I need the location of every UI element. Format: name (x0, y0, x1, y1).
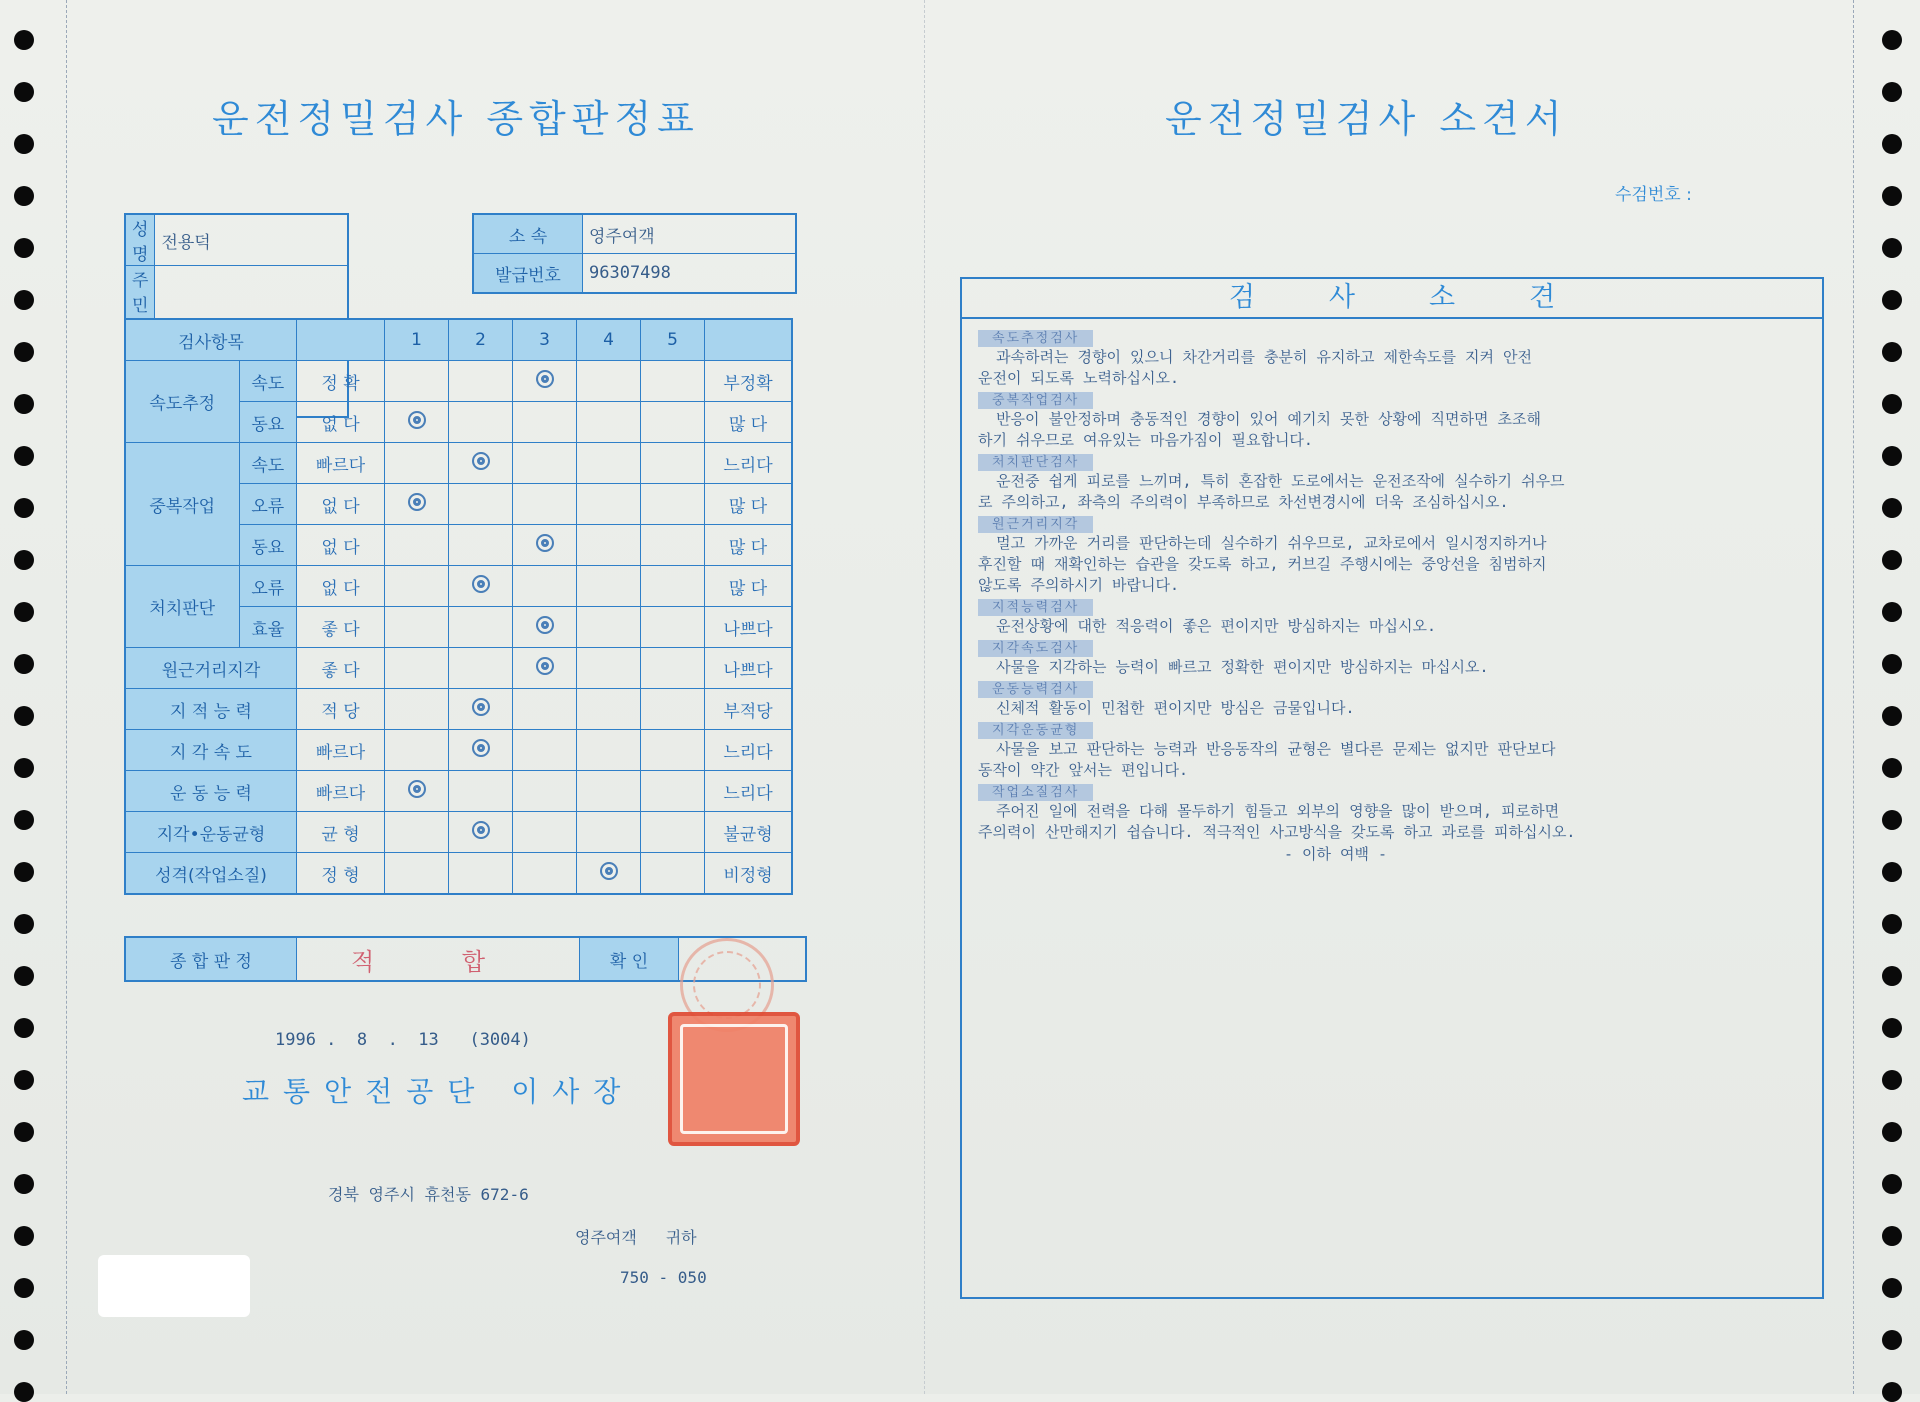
row-bad-label: 많 다 (705, 402, 793, 443)
table-row (125, 853, 792, 895)
feed-hole (1882, 446, 1902, 466)
feed-hole (14, 1070, 34, 1090)
feed-hole (1882, 1174, 1902, 1194)
row-subcategory: 동요 (239, 402, 296, 443)
feed-hole (14, 1122, 34, 1142)
score-cell-1 (385, 484, 449, 525)
table-row (125, 443, 792, 484)
feed-hole (1882, 1070, 1902, 1090)
score-cell-4 (577, 484, 641, 525)
feed-hole (1882, 394, 1902, 414)
score-cell-1 (385, 648, 449, 689)
row-category: 속도추정 (125, 361, 239, 443)
score-cell-5 (641, 566, 705, 607)
score-mark-icon (472, 575, 490, 593)
score-cell-5 (641, 361, 705, 402)
row-good-label: 없 다 (297, 402, 385, 443)
feed-hole (14, 1018, 34, 1038)
score-cell-2 (449, 689, 513, 730)
score-mark-icon (408, 493, 426, 511)
score-mark-icon (472, 739, 490, 757)
score-cell-3 (513, 361, 577, 402)
row-subcategory: 오류 (239, 484, 296, 525)
table-row (125, 689, 792, 730)
row-category: 성격(작업소질) (125, 853, 297, 895)
feed-hole (14, 1174, 34, 1194)
row-bad-label: 나쁘다 (705, 648, 793, 689)
score-mark-icon (472, 698, 490, 716)
feed-hole (1882, 862, 1902, 882)
section-label: 속도추정검사 (978, 330, 1093, 347)
feed-hole (14, 706, 34, 726)
row-good-label: 빠르다 (297, 730, 385, 771)
table-row (125, 566, 792, 607)
score-cell-3 (513, 607, 577, 648)
section-label: 지각운동균형 (978, 722, 1093, 739)
postal-code: 750 - 050 (620, 1268, 707, 1287)
feed-hole (14, 914, 34, 934)
test-results-table (124, 318, 793, 895)
score-cell-2 (449, 853, 513, 895)
row-category: 운 동 능 력 (125, 771, 297, 812)
feed-hole (14, 654, 34, 674)
row-bad-label: 비정형 (705, 853, 793, 895)
score-cell-4 (577, 525, 641, 566)
section-text: 사물을 지각하는 능력이 빠르고 정확한 편이지만 방심하지는 마십시오. (978, 658, 1489, 676)
feed-hole (1882, 1226, 1902, 1246)
right-feed-strip (1853, 0, 1920, 1394)
score-cell-4 (577, 607, 641, 648)
score-cell-3 (513, 484, 577, 525)
feed-hole (14, 602, 34, 622)
section-text: 신체적 활동이 민첩한 편이지만 방심은 금물입니다. (978, 699, 1355, 717)
name-label: 성 명 (125, 214, 155, 266)
feed-hole (1882, 758, 1902, 778)
end-of-text-note: - 이하 여백 - (1283, 845, 1388, 863)
score-cell-4 (577, 361, 641, 402)
feed-hole (1882, 810, 1902, 830)
issue-number-label: 발급번호 (473, 254, 583, 294)
row-bad-label: 많 다 (705, 484, 793, 525)
row-category: 처치판단 (125, 566, 239, 648)
left-feed-strip (0, 0, 67, 1394)
section-label: 원근거리지각 (978, 516, 1093, 533)
feed-hole (14, 966, 34, 986)
feed-hole (1882, 82, 1902, 102)
score-cell-4 (577, 853, 641, 895)
affiliation-info-table (472, 213, 797, 294)
feed-hole (1882, 914, 1902, 934)
score-mark-icon (536, 370, 554, 388)
score-mark-icon (408, 780, 426, 798)
score-mark-icon (536, 616, 554, 634)
score-cell-3 (513, 525, 577, 566)
score-cell-1 (385, 361, 449, 402)
score-cell-2 (449, 648, 513, 689)
row-good-label: 빠르다 (297, 771, 385, 812)
row-bad-label: 부적당 (705, 689, 793, 730)
score-mark-icon (600, 862, 618, 880)
feed-hole (1882, 290, 1902, 310)
section-text: 과속하려는 경향이 있으니 차간거리를 충분히 유지하고 제한속도를 지켜 안전 운전이 되도록 노력하십시오. (978, 348, 1532, 387)
row-bad-label: 느리다 (705, 771, 793, 812)
feed-hole (14, 810, 34, 830)
right-page-title: 운전정밀검사 소견서 (1165, 97, 1568, 141)
score-cell-1 (385, 689, 449, 730)
row-category: 중복작업 (125, 443, 239, 566)
score-cell-3 (513, 689, 577, 730)
row-good-label: 적 당 (297, 689, 385, 730)
score-cell-1 (385, 730, 449, 771)
row-good-label: 정 확 (297, 361, 385, 402)
row-subcategory: 오류 (239, 566, 296, 607)
row-category: 지각•운동균형 (125, 812, 297, 853)
score-cell-3 (513, 443, 577, 484)
score-mark-icon (408, 411, 426, 429)
feed-hole (14, 550, 34, 570)
table-row (125, 361, 792, 402)
feed-hole (1882, 134, 1902, 154)
score-cell-2 (449, 361, 513, 402)
affiliation-value: 영주여객 (583, 214, 797, 254)
score-cell-5 (641, 402, 705, 443)
row-good-label: 좋 다 (297, 648, 385, 689)
feed-hole (1882, 1278, 1902, 1298)
score-cell-5 (641, 443, 705, 484)
receipt-number-label: 수검번호 : (1615, 185, 1692, 205)
score-mark-icon (472, 821, 490, 839)
opinion-box (960, 277, 1824, 1299)
feed-hole (14, 1382, 34, 1402)
feed-hole (1882, 1122, 1902, 1142)
score-cell-4 (577, 771, 641, 812)
score-cell-5 (641, 730, 705, 771)
score-cell-5 (641, 607, 705, 648)
row-bad-label: 느리다 (705, 443, 793, 484)
score-cell-1 (385, 771, 449, 812)
section-label: 처치판단검사 (978, 454, 1093, 471)
score-cell-5 (641, 525, 705, 566)
feed-hole (14, 238, 34, 258)
feed-hole (1882, 966, 1902, 986)
score-cell-1 (385, 443, 449, 484)
row-bad-label: 많 다 (705, 525, 793, 566)
score-cell-1 (385, 525, 449, 566)
header-col-1: 1 (385, 319, 449, 361)
row-good-label: 균 형 (297, 812, 385, 853)
feed-hole (14, 134, 34, 154)
table-row (125, 812, 792, 853)
official-seal-stamp (668, 1012, 800, 1146)
score-cell-3 (513, 648, 577, 689)
feed-hole (1882, 1018, 1902, 1038)
row-good-label: 좋 다 (297, 607, 385, 648)
feed-hole (14, 30, 34, 50)
row-good-label: 정 형 (297, 853, 385, 895)
score-cell-2 (449, 402, 513, 443)
score-cell-3 (513, 730, 577, 771)
section-text: 반응이 불안정하며 충동적인 경향이 있어 예기치 못한 상황에 직면하면 초조해 하기 쉬우므로 여유있는 마음가짐이 필요합니다. (978, 410, 1542, 449)
issuer-name: 교통안전공단 이사장 (242, 1075, 635, 1108)
feed-hole (1882, 706, 1902, 726)
row-good-label: 없 다 (297, 566, 385, 607)
section-text: 사물을 보고 판단하는 능력과 반응동작의 균형은 별다른 문제는 없지만 판단보다 동작이 약간 앞서는 편입니다. (978, 740, 1556, 779)
score-cell-5 (641, 812, 705, 853)
header-blank-right (705, 319, 793, 361)
confirm-label: 확 인 (580, 937, 679, 981)
score-cell-4 (577, 730, 641, 771)
left-page-title: 운전정밀검사 종합판정표 (212, 97, 700, 141)
row-bad-label: 부정확 (705, 361, 793, 402)
judgment-label: 종 합 판 정 (125, 937, 297, 981)
score-cell-1 (385, 607, 449, 648)
row-subcategory: 속도 (239, 361, 296, 402)
feed-hole (14, 862, 34, 882)
row-subcategory: 속도 (239, 443, 296, 484)
score-cell-4 (577, 648, 641, 689)
feed-hole (1882, 1330, 1902, 1350)
opinion-box-title: 검사소견 (962, 279, 1822, 319)
id-number-label: 주민 (125, 266, 155, 418)
feed-hole (14, 394, 34, 414)
redacted-sticker (98, 1255, 250, 1317)
score-cell-2 (449, 771, 513, 812)
score-cell-2 (449, 525, 513, 566)
row-good-label: 없 다 (297, 484, 385, 525)
section-label: 지적능력검사 (978, 599, 1093, 616)
issue-date: 1996 . 8 . 13 (3004) (275, 1030, 531, 1050)
score-cell-5 (641, 648, 705, 689)
score-cell-5 (641, 484, 705, 525)
feed-hole (1882, 342, 1902, 362)
feed-hole (14, 498, 34, 518)
score-cell-2 (449, 566, 513, 607)
score-cell-2 (449, 484, 513, 525)
feed-hole (14, 186, 34, 206)
recipient-address: 경북 영주시 휴천동 672-6 (328, 1185, 529, 1204)
row-category: 지 각 속 도 (125, 730, 297, 771)
row-category: 원근거리지각 (125, 648, 297, 689)
score-cell-4 (577, 402, 641, 443)
row-bad-label: 느리다 (705, 730, 793, 771)
feed-hole (14, 82, 34, 102)
header-blank (297, 319, 385, 361)
score-cell-1 (385, 402, 449, 443)
feed-hole (1882, 654, 1902, 674)
score-cell-2 (449, 730, 513, 771)
section-text: 운전상황에 대한 적응력이 좋은 편이지만 방심하지는 마십시오. (978, 617, 1437, 635)
issue-number-value: 96307498 (583, 254, 797, 294)
table-row (125, 730, 792, 771)
header-col-5: 5 (641, 319, 705, 361)
feed-hole (14, 1330, 34, 1350)
judgment-value: 적 합 (297, 937, 580, 981)
score-cell-2 (449, 812, 513, 853)
feed-hole (1882, 186, 1902, 206)
feed-hole (1882, 498, 1902, 518)
section-label: 작업소질검사 (978, 784, 1093, 801)
table-row (125, 771, 792, 812)
feed-hole (14, 446, 34, 466)
row-bad-label: 나쁘다 (705, 607, 793, 648)
header-col-2: 2 (449, 319, 513, 361)
feed-hole (1882, 30, 1902, 50)
section-text: 주어진 일에 전력을 다해 몰두하기 힘들고 외부의 영향을 많이 받으며, 피로하면 주의력이 산만해지기 쉽습니다. 적극적인 사고방식을 갖도록 하고 과로를 피하십시오. (978, 802, 1576, 841)
score-cell-4 (577, 812, 641, 853)
row-good-label: 빠르다 (297, 443, 385, 484)
feed-hole (14, 342, 34, 362)
feed-hole (14, 1278, 34, 1298)
score-cell-5 (641, 771, 705, 812)
name-value: 전용덕 (155, 214, 349, 266)
row-bad-label: 많 다 (705, 566, 793, 607)
section-text: 멀고 가까운 거리를 판단하는데 실수하기 쉬우므로, 교차로에서 일시정지하거나 후진할 때 재확인하는 습관을 갖도록 하고, 커브길 주행시에는 중앙선을 침범하지 않도록 주의하시기 바랍니다. (978, 534, 1547, 594)
header-col-3: 3 (513, 319, 577, 361)
section-label: 지각속도검사 (978, 640, 1093, 657)
score-cell-3 (513, 853, 577, 895)
score-cell-3 (513, 812, 577, 853)
score-mark-icon (472, 452, 490, 470)
section-label: 중복작업검사 (978, 392, 1093, 409)
score-cell-3 (513, 402, 577, 443)
feed-hole (1882, 550, 1902, 570)
score-cell-3 (513, 771, 577, 812)
score-mark-icon (536, 657, 554, 675)
feed-hole (1882, 1382, 1902, 1402)
row-bad-label: 불균형 (705, 812, 793, 853)
score-cell-1 (385, 853, 449, 895)
row-good-label: 없 다 (297, 525, 385, 566)
score-cell-3 (513, 566, 577, 607)
row-category: 지 적 능 력 (125, 689, 297, 730)
score-cell-4 (577, 689, 641, 730)
center-fold-line (924, 0, 926, 1394)
feed-hole (1882, 602, 1902, 622)
score-cell-2 (449, 607, 513, 648)
score-cell-5 (641, 853, 705, 895)
section-label: 운동능력검사 (978, 681, 1093, 698)
header-col-4: 4 (577, 319, 641, 361)
score-mark-icon (536, 534, 554, 552)
opinion-body (978, 327, 1813, 864)
recipient-name: 영주여객 귀하 (575, 1228, 697, 1247)
table-row (125, 648, 792, 689)
feed-hole (14, 1226, 34, 1246)
score-cell-1 (385, 812, 449, 853)
score-cell-4 (577, 443, 641, 484)
feed-hole (14, 758, 34, 778)
score-cell-1 (385, 566, 449, 607)
row-subcategory: 동요 (239, 525, 296, 566)
header-test-item: 검사항목 (125, 319, 297, 361)
feed-hole (14, 290, 34, 310)
feed-hole (1882, 238, 1902, 258)
score-cell-4 (577, 566, 641, 607)
affiliation-label: 소 속 (473, 214, 583, 254)
score-cell-5 (641, 689, 705, 730)
row-subcategory: 효율 (239, 607, 296, 648)
score-cell-2 (449, 443, 513, 484)
section-text: 운전중 쉽게 피로를 느끼며, 특히 혼잡한 도로에서는 운전조작에 실수하기 쉬우므 로 주의하고, 좌측의 주의력이 부족하므로 차선변경시에 더욱 조심하십시오. (978, 472, 1565, 511)
